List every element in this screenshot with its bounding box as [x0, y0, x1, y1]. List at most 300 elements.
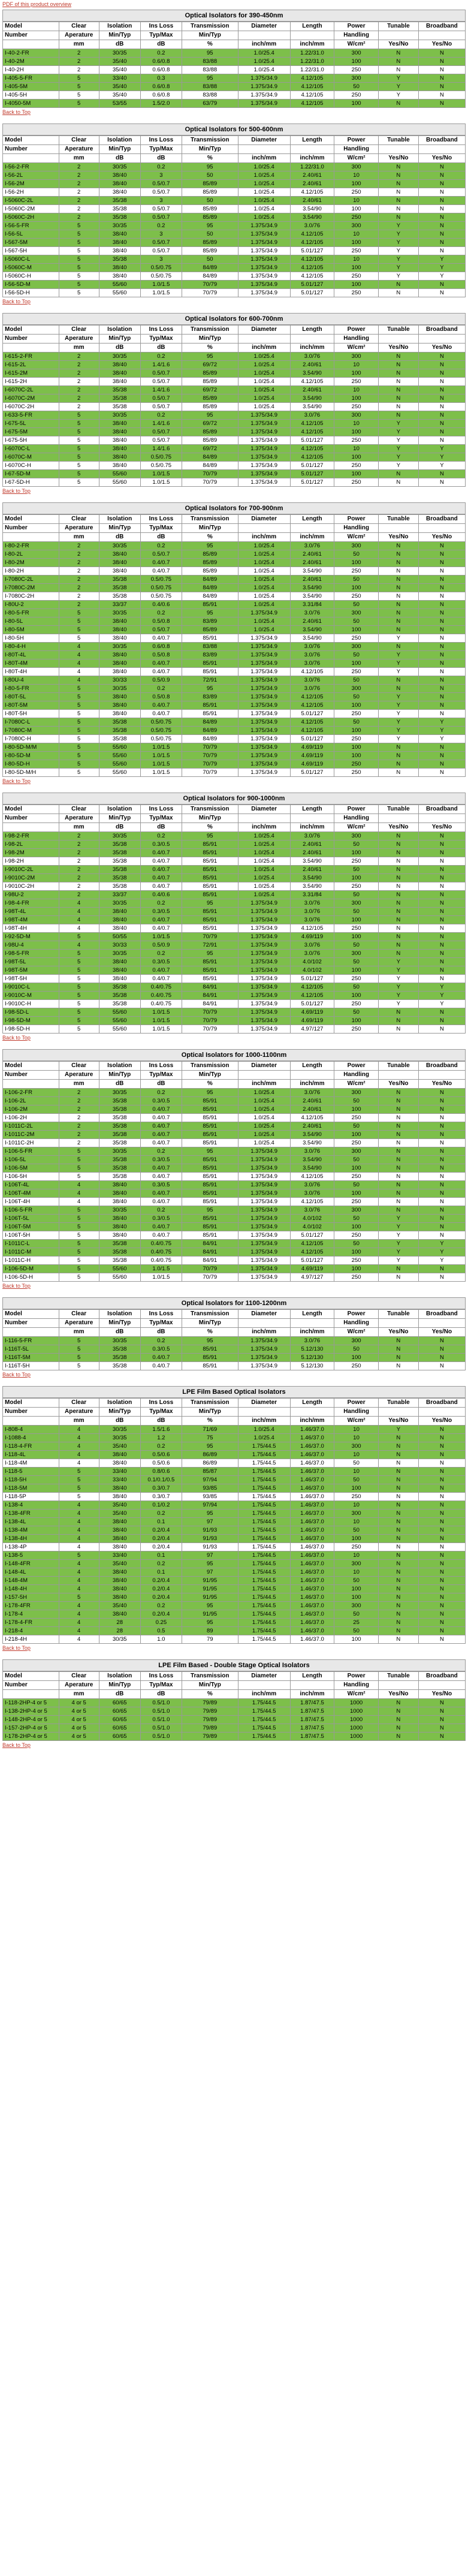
table-row[interactable]: [3, 609, 466, 617]
table-cell: 1.0/25.4: [238, 832, 290, 840]
table-cell: N: [418, 1733, 465, 1741]
table-cell: N: [378, 1602, 418, 1610]
table-row[interactable]: [3, 453, 466, 462]
table-cell: 38/40: [99, 272, 140, 281]
table-row[interactable]: [3, 550, 466, 559]
table-cell: 5: [59, 74, 99, 83]
table-row[interactable]: [3, 1699, 466, 1707]
table-cell: N: [378, 592, 418, 601]
column-header: [418, 1071, 465, 1080]
table-cell: N: [418, 222, 465, 230]
table-cell: N: [378, 403, 418, 411]
table-cell: N: [378, 1518, 418, 1526]
table-cell: 4: [59, 1619, 99, 1627]
table-row[interactable]: [3, 1610, 466, 1619]
table-row[interactable]: [3, 1008, 466, 1017]
table-cell: 5: [59, 428, 99, 436]
table-cell: 2: [59, 1122, 99, 1131]
table-cell: 0.5/0.8: [140, 693, 182, 701]
table-cell: 1.0/25.4: [238, 171, 290, 180]
table-cell: 10: [334, 361, 379, 369]
table-row[interactable]: [3, 1337, 466, 1345]
table-cell: 4.12/105: [290, 230, 334, 239]
table-cell: Y: [378, 966, 418, 975]
table-row[interactable]: [3, 163, 466, 171]
table-row[interactable]: [3, 1025, 466, 1034]
table-row[interactable]: [3, 643, 466, 651]
table-row[interactable]: [3, 760, 466, 769]
table-cell: 55/60: [99, 1017, 140, 1025]
table-cell: 1.375/34.9: [238, 462, 290, 470]
table-row[interactable]: [3, 1501, 466, 1510]
table-cell: 4.12/105: [290, 239, 334, 247]
table-cell: N: [418, 567, 465, 576]
table-cell: 55/60: [99, 478, 140, 487]
table-row[interactable]: [3, 403, 466, 411]
table-cell: N: [378, 1131, 418, 1139]
table-row[interactable]: [3, 601, 466, 609]
table-cell: 1.0/25.4: [238, 849, 290, 857]
table-row[interactable]: [3, 891, 466, 899]
table-cell: 4.69/119: [290, 760, 334, 769]
table-row[interactable]: [3, 1434, 466, 1442]
table-cell: 250: [334, 213, 379, 222]
table-cell: 5: [59, 958, 99, 966]
column-header: Number: [3, 524, 59, 533]
table-cell: N: [378, 550, 418, 559]
table-row[interactable]: [3, 1156, 466, 1164]
table-row[interactable]: [3, 849, 466, 857]
table-cell: 5: [59, 1362, 99, 1370]
table-cell: 55/60: [99, 281, 140, 289]
table-cell: 250: [334, 769, 379, 777]
table-row[interactable]: [3, 840, 466, 849]
table-row[interactable]: [3, 983, 466, 992]
table-row[interactable]: [3, 1139, 466, 1147]
table-cell: 83/88: [182, 66, 238, 74]
table-row[interactable]: [3, 1568, 466, 1577]
table-row[interactable]: [3, 1231, 466, 1240]
table-row[interactable]: [3, 899, 466, 908]
table-row[interactable]: [3, 1173, 466, 1181]
table-cell: 1.375/34.9: [238, 1337, 290, 1345]
table-cell: 1.375/34.9: [238, 1025, 290, 1034]
table-row[interactable]: [3, 617, 466, 626]
table-cell: 35/38: [99, 857, 140, 866]
table-cell: 4.12/105: [290, 1198, 334, 1206]
table-row[interactable]: [3, 743, 466, 752]
table-row[interactable]: [3, 1585, 466, 1593]
back-to-top-link[interactable]: Back to Top: [2, 1645, 31, 1651]
column-header: Model: [3, 805, 59, 814]
table-cell: 3.54/90: [290, 584, 334, 592]
model-number-cell: I-9010C-2M: [3, 874, 59, 882]
table-row[interactable]: [3, 171, 466, 180]
model-number-cell: I-98T-5M: [3, 966, 59, 975]
model-number-cell: I-98T-5H: [3, 975, 59, 983]
table-row[interactable]: [3, 1198, 466, 1206]
model-number-cell: I-9010C-2H: [3, 882, 59, 891]
back-to-top-link[interactable]: Back to Top: [2, 1372, 31, 1378]
table-cell: 2: [59, 832, 99, 840]
table-cell: 10: [334, 386, 379, 394]
table-cell: 35/40: [99, 1501, 140, 1510]
table-cell: 1.0/1.5: [140, 478, 182, 487]
table-row[interactable]: [3, 1593, 466, 1602]
table-row[interactable]: [3, 264, 466, 272]
table-cell: N: [418, 1181, 465, 1189]
table-row[interactable]: [3, 1240, 466, 1248]
table-cell: 38/40: [99, 230, 140, 239]
table-row[interactable]: [3, 1493, 466, 1501]
table-row[interactable]: [3, 369, 466, 378]
table-cell: N: [378, 1585, 418, 1593]
table-row[interactable]: [3, 727, 466, 735]
table-row[interactable]: [3, 1147, 466, 1156]
model-number-cell: I-138-4P: [3, 1543, 59, 1551]
table-row[interactable]: [3, 916, 466, 924]
table-row[interactable]: [3, 1619, 466, 1627]
table-row[interactable]: [3, 281, 466, 289]
column-header: Clear: [59, 22, 99, 31]
table-cell: 35/38: [99, 1248, 140, 1257]
table-row[interactable]: [3, 1273, 466, 1282]
table-row[interactable]: [3, 205, 466, 213]
column-header: Typ/Max: [140, 814, 182, 823]
table-cell: N: [378, 676, 418, 685]
table-row[interactable]: [3, 1543, 466, 1551]
table-row[interactable]: [3, 769, 466, 777]
table-cell: 2: [59, 1131, 99, 1139]
table-row[interactable]: [3, 1707, 466, 1716]
table-row[interactable]: [3, 1577, 466, 1585]
table-row[interactable]: [3, 701, 466, 710]
table-row[interactable]: [3, 470, 466, 478]
table-cell: N: [378, 352, 418, 361]
column-header: Ins Loss: [140, 326, 182, 335]
table-cell: 4.0/102: [290, 1223, 334, 1231]
table-cell: 4.12/105: [290, 255, 334, 264]
table-cell: 28: [99, 1619, 140, 1627]
table-cell: 4: [59, 676, 99, 685]
table-cell: 84/89: [182, 592, 238, 601]
table-row[interactable]: [3, 247, 466, 255]
table-row[interactable]: [3, 1257, 466, 1265]
table-row[interactable]: [3, 361, 466, 369]
table-row[interactable]: [3, 1097, 466, 1105]
table-row[interactable]: [3, 1114, 466, 1122]
table-row[interactable]: [3, 735, 466, 743]
table-cell: 38/40: [99, 428, 140, 436]
table-row[interactable]: [3, 950, 466, 958]
table-cell: N: [418, 769, 465, 777]
table-row[interactable]: [3, 1602, 466, 1610]
table-row[interactable]: [3, 567, 466, 576]
table-row[interactable]: [3, 1122, 466, 1131]
table-row[interactable]: [3, 685, 466, 693]
table-cell: 95: [182, 899, 238, 908]
table-cell: N: [418, 1510, 465, 1518]
table-row[interactable]: [3, 1181, 466, 1189]
table-cell: 0.2/0.4: [140, 1585, 182, 1593]
table-row[interactable]: [3, 933, 466, 941]
table-row[interactable]: [3, 752, 466, 760]
table-cell: 38/40: [99, 668, 140, 676]
table-cell: 300: [334, 352, 379, 361]
table-row[interactable]: [3, 58, 466, 66]
table-cell: 3.0/76: [290, 685, 334, 693]
table-cell: 97: [182, 1551, 238, 1560]
table-row[interactable]: [3, 941, 466, 950]
table-cell: 300: [334, 899, 379, 908]
table-cell: 95: [182, 1337, 238, 1345]
table-row[interactable]: [3, 659, 466, 668]
table-cell: 35/38: [99, 874, 140, 882]
table-row[interactable]: [3, 66, 466, 74]
table-row[interactable]: [3, 255, 466, 264]
column-header: Broadband: [418, 1310, 465, 1319]
table-row[interactable]: [3, 584, 466, 592]
table-row[interactable]: [3, 874, 466, 882]
table-row[interactable]: [3, 1716, 466, 1724]
table-row[interactable]: [3, 992, 466, 1000]
table-row[interactable]: [3, 1535, 466, 1543]
table-row[interactable]: [3, 634, 466, 643]
table-row[interactable]: [3, 222, 466, 230]
table-cell: 100: [334, 239, 379, 247]
table-row[interactable]: [3, 420, 466, 428]
table-row[interactable]: [3, 83, 466, 91]
table-cell: 1.0/25.4: [238, 542, 290, 550]
table-row[interactable]: [3, 626, 466, 634]
back-to-top-link[interactable]: Back to Top: [2, 1742, 31, 1748]
table-row[interactable]: [3, 576, 466, 584]
table-row[interactable]: [3, 478, 466, 487]
column-header: Number: [3, 814, 59, 823]
table-row[interactable]: [3, 882, 466, 891]
table-row[interactable]: [3, 1089, 466, 1097]
column-header: [290, 524, 334, 533]
table-cell: 0.5/0.75: [140, 727, 182, 735]
table-cell: 84/91: [182, 983, 238, 992]
table-cell: 2: [59, 386, 99, 394]
table-row[interactable]: [3, 1223, 466, 1231]
back-to-top-link[interactable]: Back to Top: [2, 488, 31, 494]
table-row[interactable]: [3, 91, 466, 100]
table-row[interactable]: [3, 1724, 466, 1733]
table-row[interactable]: [3, 386, 466, 394]
table-cell: 250: [334, 478, 379, 487]
table-row[interactable]: [3, 1526, 466, 1535]
table-cell: 84/89: [182, 453, 238, 462]
table-row[interactable]: [3, 272, 466, 281]
table-row[interactable]: [3, 866, 466, 874]
table-cell: 95: [182, 1510, 238, 1518]
table-row[interactable]: [3, 1468, 466, 1476]
table-row[interactable]: [3, 710, 466, 718]
back-to-top-link[interactable]: Back to Top: [2, 109, 31, 115]
table-cell: Y: [378, 693, 418, 701]
table-row[interactable]: [3, 1131, 466, 1139]
table-cell: 1.75/44.5: [238, 1699, 290, 1707]
table-row[interactable]: [3, 1189, 466, 1198]
table-row[interactable]: [3, 975, 466, 983]
table-row[interactable]: [3, 1164, 466, 1173]
column-header: inch/mm: [290, 823, 334, 832]
table-row[interactable]: [3, 1551, 466, 1560]
table-cell: 35/38: [99, 849, 140, 857]
table-cell: Y: [378, 975, 418, 983]
back-to-top-link[interactable]: Back to Top: [2, 778, 31, 784]
table-row[interactable]: [3, 1345, 466, 1354]
table-cell: 50: [334, 1476, 379, 1484]
table-row[interactable]: [3, 378, 466, 386]
table-cell: 0.5/0.75: [140, 576, 182, 584]
table-row[interactable]: [3, 1451, 466, 1459]
table-cell: 35/38: [99, 866, 140, 874]
table-cell: 70/79: [182, 760, 238, 769]
table-cell: 300: [334, 1147, 379, 1156]
tables-container: [2, 10, 466, 1748]
table-cell: 0.4/0.7: [140, 975, 182, 983]
table-row[interactable]: [3, 49, 466, 58]
table-row[interactable]: [3, 180, 466, 188]
table-cell: 4: [59, 668, 99, 676]
model-number-cell: I-80-2H: [3, 567, 59, 576]
pdf-overview-link[interactable]: PDF of this product overview: [2, 1, 72, 7]
table-row[interactable]: [3, 394, 466, 403]
table-row[interactable]: [3, 1518, 466, 1526]
table-row[interactable]: [3, 966, 466, 975]
table-row[interactable]: [3, 1459, 466, 1468]
column-header: Model: [3, 1672, 59, 1681]
table-cell: 0.4/0.7: [140, 1131, 182, 1139]
table-row[interactable]: [3, 559, 466, 567]
table-cell: 4: [59, 1577, 99, 1585]
table-row[interactable]: [3, 676, 466, 685]
table-cell: 1.75/44.5: [238, 1568, 290, 1577]
table-row[interactable]: [3, 428, 466, 436]
table-row[interactable]: [3, 542, 466, 550]
table-row[interactable]: [3, 1627, 466, 1635]
column-header: [3, 1080, 59, 1089]
table-cell: 3.54/90: [290, 1131, 334, 1139]
table-cell: 1.375/34.9: [238, 1240, 290, 1248]
back-to-top-link[interactable]: Back to Top: [2, 1035, 31, 1041]
table-cell: 0.4/0.7: [140, 882, 182, 891]
table-cell: 3.31/84: [290, 891, 334, 899]
table-row[interactable]: [3, 592, 466, 601]
table-cell: 55/60: [99, 289, 140, 297]
table-row[interactable]: [3, 1265, 466, 1273]
table-row[interactable]: [3, 1206, 466, 1215]
column-header: [378, 524, 418, 533]
table-cell: 250: [334, 735, 379, 743]
table-cell: 0.2: [140, 411, 182, 420]
table-cell: 1.375/34.9: [238, 609, 290, 617]
table-row[interactable]: [3, 1426, 466, 1434]
table-row[interactable]: [3, 1362, 466, 1370]
column-header: mm: [59, 533, 99, 542]
table-cell: 1.75/44.5: [238, 1585, 290, 1593]
table-row[interactable]: [3, 1510, 466, 1518]
table-row[interactable]: [3, 1635, 466, 1644]
table-row[interactable]: [3, 832, 466, 840]
table-cell: 30/35: [99, 1089, 140, 1097]
table-row[interactable]: [3, 958, 466, 966]
table-row[interactable]: [3, 1733, 466, 1741]
table-row[interactable]: [3, 100, 466, 108]
column-header: [3, 40, 59, 49]
table-row[interactable]: [3, 411, 466, 420]
table-row[interactable]: [3, 213, 466, 222]
column-header: Ins Loss: [140, 805, 182, 814]
table-row[interactable]: [3, 289, 466, 297]
table-row[interactable]: [3, 1000, 466, 1008]
table-row[interactable]: [3, 1105, 466, 1114]
table-row[interactable]: [3, 230, 466, 239]
table-cell: 0.2/0.4: [140, 1526, 182, 1535]
table-cell: 95: [182, 1206, 238, 1215]
table-cell: 3.0/76: [290, 659, 334, 668]
table-cell: N: [378, 1716, 418, 1724]
table-row[interactable]: [3, 857, 466, 866]
table-row[interactable]: [3, 908, 466, 916]
table-cell: N: [378, 941, 418, 950]
table-cell: N: [378, 1189, 418, 1198]
table-cell: 5: [59, 91, 99, 100]
table-row[interactable]: [3, 1442, 466, 1451]
table-cell: N: [418, 1089, 465, 1097]
table-row[interactable]: [3, 1215, 466, 1223]
table-cell: Y: [418, 727, 465, 735]
table-row[interactable]: [3, 693, 466, 701]
table-cell: 4.12/105: [290, 983, 334, 992]
table-row[interactable]: [3, 188, 466, 197]
table-cell: 1.0/25.4: [238, 866, 290, 874]
table-cell: 38/40: [99, 1493, 140, 1501]
table-row[interactable]: [3, 239, 466, 247]
table-cell: N: [418, 609, 465, 617]
table-cell: 100: [334, 1223, 379, 1231]
table-cell: 100: [334, 1354, 379, 1362]
table-row[interactable]: [3, 197, 466, 205]
table-row[interactable]: [3, 1484, 466, 1493]
table-row[interactable]: [3, 436, 466, 445]
table-row[interactable]: [3, 1354, 466, 1362]
table-cell: 38/40: [99, 1577, 140, 1585]
table-row[interactable]: [3, 651, 466, 659]
table-cell: 60/65: [99, 1724, 140, 1733]
table-row[interactable]: [3, 462, 466, 470]
table-cell: N: [378, 171, 418, 180]
table-row[interactable]: [3, 74, 466, 83]
back-to-top-link[interactable]: Back to Top: [2, 1283, 31, 1289]
table-row[interactable]: [3, 924, 466, 933]
table-row[interactable]: [3, 1560, 466, 1568]
back-to-top-link[interactable]: Back to Top: [2, 299, 31, 305]
table-row[interactable]: [3, 1248, 466, 1257]
table-row[interactable]: [3, 352, 466, 361]
table-cell: 0.5/0.7: [140, 369, 182, 378]
table-row[interactable]: [3, 1476, 466, 1484]
table-row[interactable]: [3, 718, 466, 727]
table-cell: 1.0/25.4: [238, 1426, 290, 1434]
table-row[interactable]: [3, 445, 466, 453]
table-cell: 5: [59, 701, 99, 710]
table-row[interactable]: [3, 668, 466, 676]
table-row[interactable]: [3, 1017, 466, 1025]
